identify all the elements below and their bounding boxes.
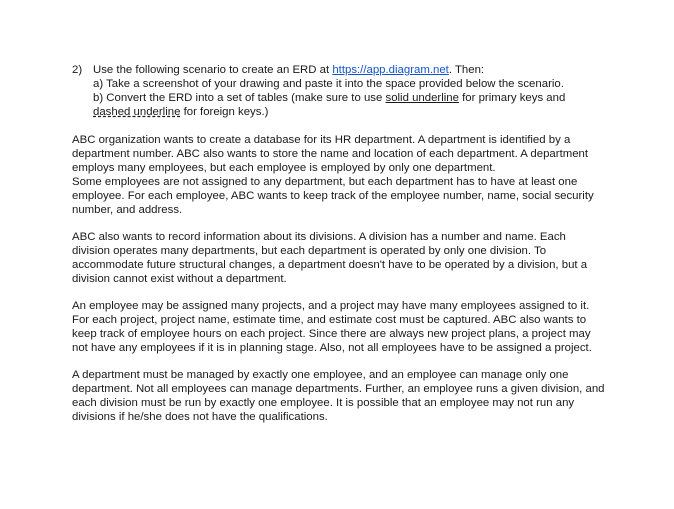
paragraph-management	[72, 369, 638, 425]
item-b-text-middle: for primary keys and	[458, 91, 566, 104]
paragraph-line: For each project, project name, estimate time, and estimate cost must be captured. ABC also wants to	[72, 313, 587, 326]
item-b-continued	[72, 106, 632, 120]
dashed-underline-term: dashed underline	[93, 105, 181, 118]
paragraph-line: employs many employees, but each employee is employed by only one department.	[72, 161, 496, 174]
paragraph-line: accommodate future structural changes, a department doesn't have to be operated by a division, but a	[72, 258, 588, 271]
paragraph-line: employee. For each employee, ABC wants to keep track of the employee number, name, social security	[72, 189, 594, 202]
paragraph-projects	[72, 300, 638, 356]
paragraph-line: divisions if he/she does not have the qualifications.	[72, 410, 328, 423]
diagram-link[interactable]: https://app.diagram.net	[332, 64, 449, 76]
question-number: 2)	[72, 64, 83, 76]
paragraph-line: division operates many departments, but each department is operated by only one division. To	[72, 244, 547, 257]
paragraph-line: number, and address.	[72, 203, 183, 216]
question-intro-text: Use the following scenario to create an ERD at	[93, 64, 333, 76]
item-b-text-start: b) Convert the ERD into a set of tables (make sure to use	[93, 91, 386, 104]
item-b	[72, 92, 632, 106]
paragraph-line: department. Not all employees can manage departments. Further, an employee runs a given division, and	[72, 382, 605, 395]
paragraph-line: division cannot exist without a department.	[72, 272, 287, 285]
paragraph-divisions	[72, 231, 638, 287]
paragraph-line: An employee may be assigned many projects, and a project may have many employees assigned to it.	[72, 300, 590, 312]
solid-underline-term: solid underline	[385, 91, 459, 104]
paragraph-line: not have any employees if it is in planning stage. Also, not all employees have to be assigned a project.	[72, 341, 592, 354]
item-b-text-end: for foreign keys.)	[180, 105, 269, 118]
question-intro-line	[72, 64, 632, 78]
paragraph-line: each division must be run by exactly one employee. It is possible that an employee may not run any	[72, 396, 575, 409]
item-a: a) Take a screenshot of your drawing and paste it into the space provided below the scenario.	[93, 77, 564, 90]
paragraph-hr-department	[72, 134, 638, 217]
paragraph-line: ABC also wants to record information about its divisions. A division has a number and name. Each	[72, 231, 566, 243]
paragraph-line: department number. ABC also wants to store the name and location of each department. A department	[72, 147, 589, 160]
paragraph-line: Some employees are not assigned to any department, but each department has to have at least one	[72, 175, 578, 188]
paragraph-line: A department must be managed by exactly one employee, and an employee can manage only one	[72, 369, 569, 381]
question-intro-end: . Then:	[448, 64, 485, 76]
paragraph-line: ABC organization wants to create a database for its HR department. A department is identified by a	[72, 134, 571, 146]
paragraph-line: keep track of employee hours on each project. Since there are always new project plans, a project may	[72, 327, 591, 340]
question-block	[72, 64, 632, 120]
